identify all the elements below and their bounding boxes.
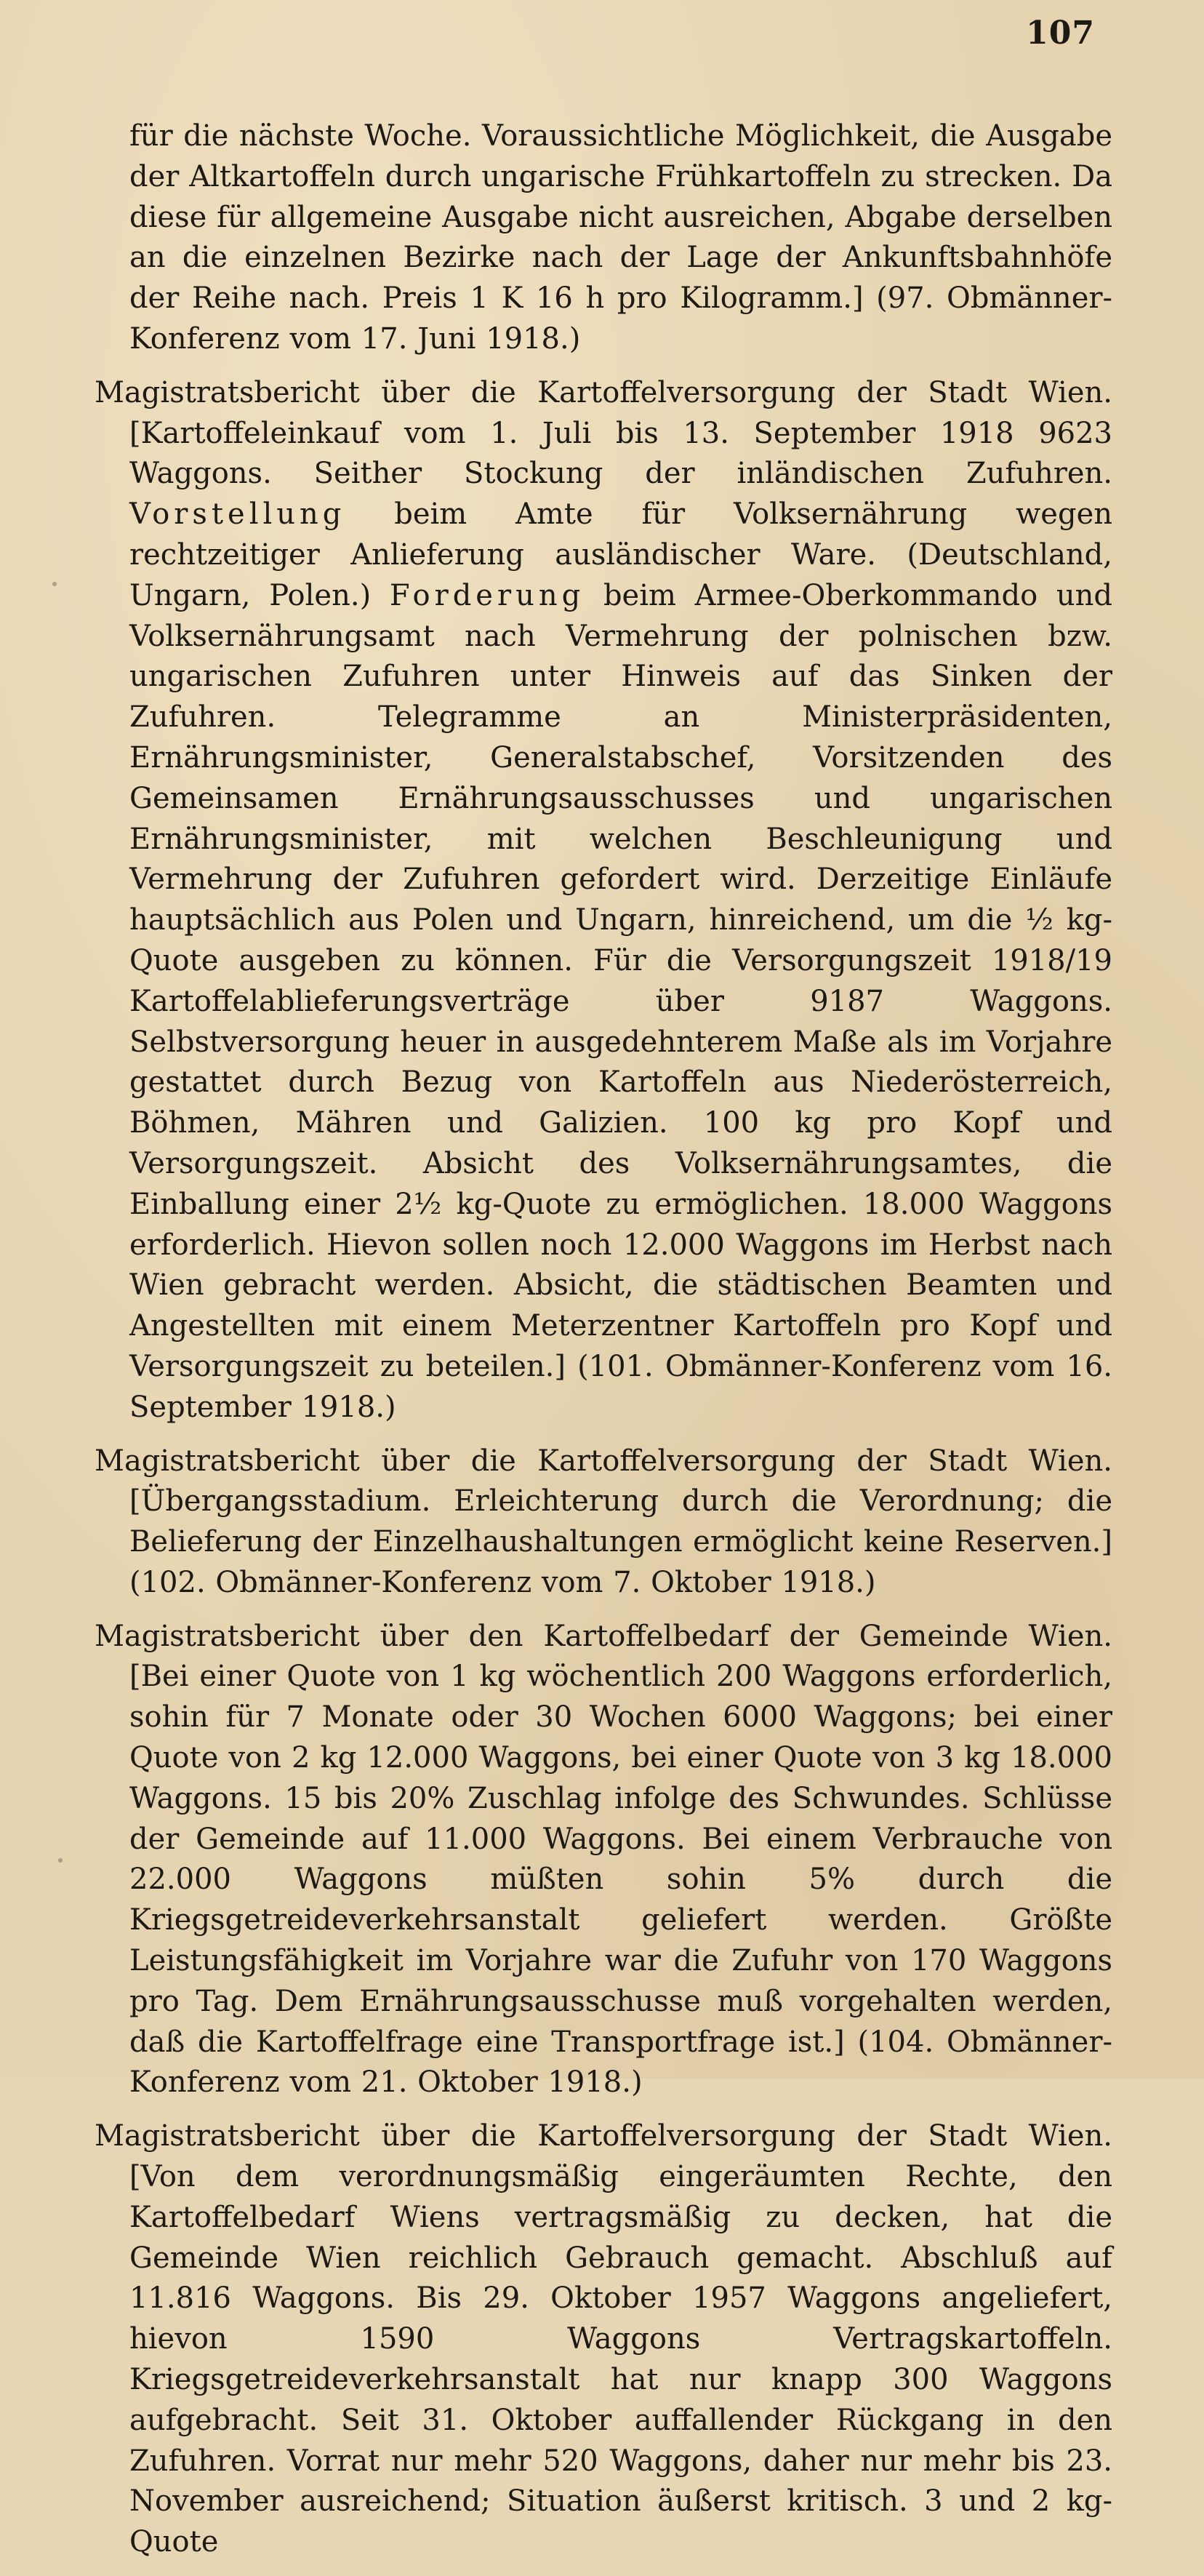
paragraph-potato-supply-sept bbox=[95, 373, 1112, 1428]
emphasis-forderung: Forderung bbox=[389, 578, 585, 612]
text-body bbox=[95, 116, 1112, 2576]
paragraph-potato-supply-oct: Magistratsbericht über die Kartoffelversorgung der Stadt Wien. [Übergangsstadium. Erleichterung durch die Verordnung; die Belieferung der Einzelhaushaltungen ermöglicht keine Reserven.] (102. Obmänner-Konferenz vom 7. Oktober 1918.) bbox=[95, 1444, 1112, 1599]
paragraph-continuation: für die nächste Woche. Voraussichtliche Möglichkeit, die Ausgabe der Altkartoffeln durch ungarische Frühkartoffeln zu strecken. Da diese für allgemeine Ausgabe nicht ausreichen, Abgabe derselben an die einzelnen Bezirke nach der Lage der Ankunftsbahnhöfe der Reihe nach. Preis 1 K 16 h pro Kilogramm.] (97. Obmänner-Konferenz vom 17. Juni 1918.) bbox=[129, 119, 1112, 356]
page-number: 107 bbox=[1026, 15, 1095, 52]
paragraph-text: beim Armee-Oberkommando und Volksernährungsamt nach Vermehrung der polnischen bzw. ungarischen Zufuhren unter Hinweis auf das Sinken der Zufuhren. Telegramme an Ministerpräsidenten, Ernährungsminister, Generalstabschef, Vorsitzenden des Gemeinsamen Ernährungsausschusses und ungarischen Ernährungsminister, mit welchen Beschleunigung und Vermehrung der Zufuhren gefordert wird. Derzeitige Einläufe hauptsächlich aus Polen und Ungarn, hinreichend, um die ½ kg-Quote ausgeben zu können. Für die Versorgungszeit 1918/19 Kartoffelablieferungsverträge über 9187 Waggons. Selbstversorgung heuer in ausgedehnterem Maße als im Vorjahre gestattet durch Bezug von Kartoffeln aus Niederösterreich, Böhmen, Mähren und Galizien. 100 kg pro Kopf und Versorgungszeit. Absicht des Volksernährungsamtes, die Einballung einer 2½ kg-Quote zu ermöglichen. 18.000 Waggons erforderlich. Hievon sollen noch 12.000 Waggons im Herbst nach Wien gebracht werden. Absicht, die städtischen Beamten und Angestellten mit einem Meterzentner Kartoffeln pro Kopf und Versorgungszeit zu beteilen.] (101. Obmänner-Konferenz vom 16. September 1918.) bbox=[129, 578, 1113, 1424]
paragraph-text: beim Amte für Volksernährung wegen rechtzeitiger Anlieferung ausländischer Ware. (Deutschland, Ungarn, Polen.) bbox=[129, 497, 1112, 612]
paragraph-potato-supply-nov: Magistratsbericht über die Kartoffelversorgung der Stadt Wien. [Von dem verordnungsmäßig eingeräumten Rechte, den Kartoffelbedarf Wiens vertragsmäßig zu decken, hat die Gemeinde Wien reichlich Gebrauch gemacht. Abschluß auf 11.816 Waggons. Bis 29. Oktober 1957 Waggons angeliefert, hievon 1590 Waggons Vertragskartoffeln. Kriegsgetreideverkehrsanstalt hat nur knapp 300 Waggons aufgebracht. Seit 31. Oktober auffallender Rückgang in den Zufuhren. Vorrat nur mehr 520 Waggons, daher nur mehr bis 23. November ausreichend; Situation äußerst kritisch. 3 und 2 kg-Quote bbox=[95, 2119, 1112, 2559]
paper-speck bbox=[52, 582, 57, 586]
paper-speck bbox=[58, 1858, 63, 1863]
paragraph-potato-demand: Magistratsbericht über den Kartoffelbedarf der Gemeinde Wien. [Bei einer Quote von 1 kg wöchentlich 200 Waggons erforderlich, sohin für 7 Monate oder 30 Wochen 6000 Waggons; bei einer Quote von 2 kg 12.000 Waggons, bei einer Quote von 3 kg 18.000 Waggons. 15 bis 20% Zuschlag infolge des Schwundes. Schlüsse der Gemeinde auf 11.000 Waggons. Bei einem Verbrauche von 22.000 Waggons müßten sohin 5% durch die Kriegsgetreideverkehrsanstalt geliefert werden. Größte Leistungsfähigkeit im Vorjahre war die Zufuhr von 170 Waggons pro Tag. Dem Ernährungsausschusse muß vorgehalten werden, daß die Kartoffelfrage eine Transportfrage ist.] (104. Obmänner-Konferenz vom 21. Oktober 1918.) bbox=[95, 1619, 1112, 2100]
paragraph-text: Magistratsbericht über die Kartoffelversorgung der Stadt Wien. [Kartoffeleinkauf vom 1. Juli bis 13. September 1918 9623 Waggons. Seither Stockung der inländischen Zufuhren. bbox=[95, 375, 1112, 491]
emphasis-vorstellung: Vorstellung bbox=[129, 497, 346, 532]
